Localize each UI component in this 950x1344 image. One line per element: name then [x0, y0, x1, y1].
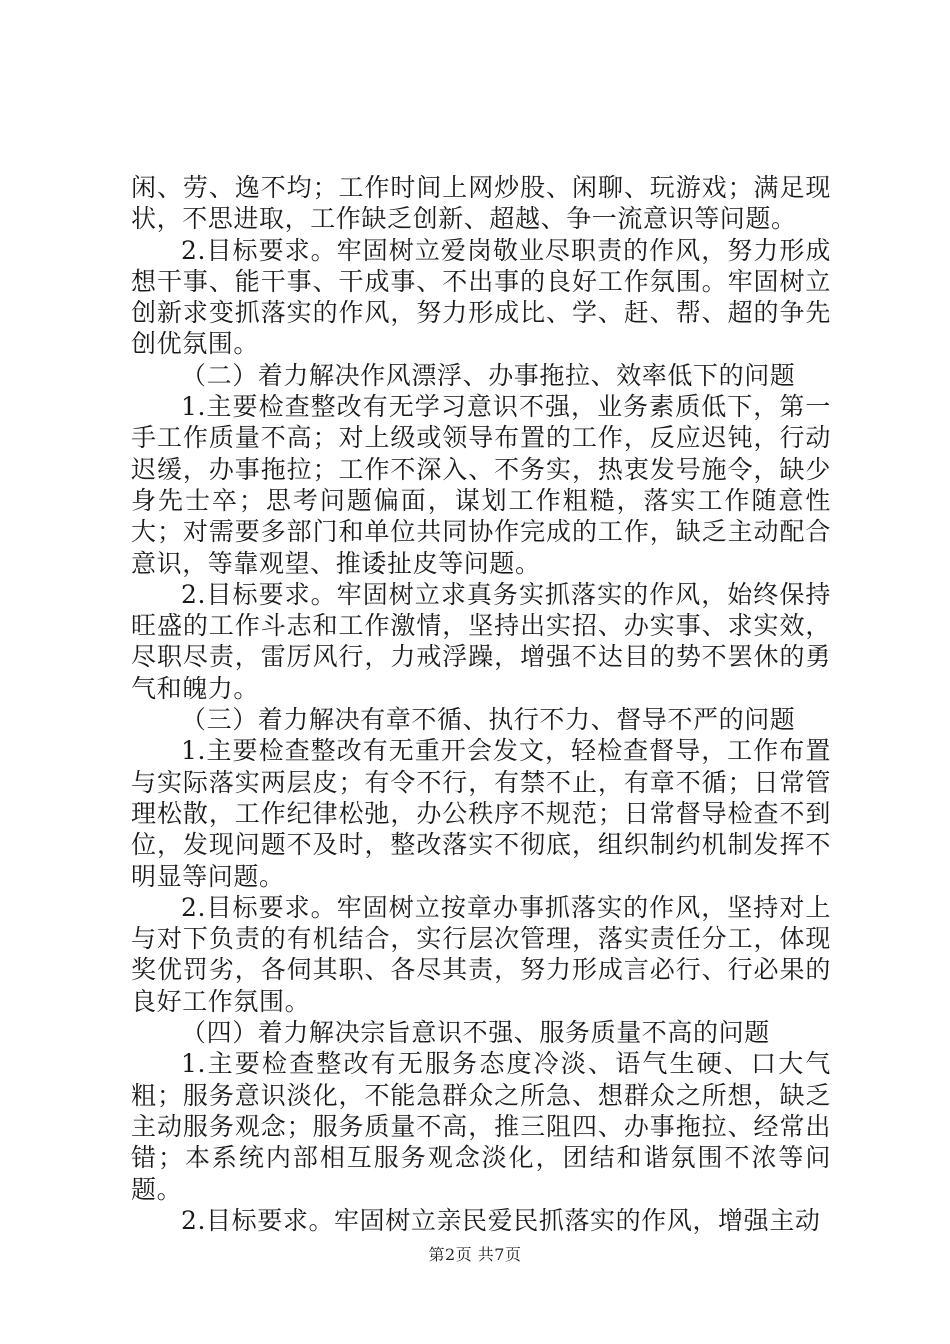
- paragraph-5: 2.目标要求。牢固树立求真务实抓落实的作风，始终保持旺盛的工作斗志和工作激情，坚持出实招、办实事、求实效，尽职尽责，雷厉风行，力戒浮躁，增强不达目的势不罢休的勇气和魄力。: [131, 579, 831, 703]
- paragraph-1: 闲、劳、逸不均；工作时间上网炒股、闲聊、玩游戏；满足现状，不思进取，工作缺乏创新、超越、争一流意识等问题。: [131, 173, 831, 234]
- section-heading-4: （四）着力解决宗旨意识不强、服务质量不高的问题: [181, 1018, 770, 1048]
- paragraph-10: 1.主要检查整改有无服务态度冷淡、语气生硬、口大气粗；服务意识淡化，不能急群众之所急、想群众之所想，缺乏主动服务观念；服务质量不高，推三阻四、办事拖拉、经常出错；本系统内部相互服务观念淡化，团结和谐氛围不浓等问题。: [131, 1049, 831, 1204]
- paragraph-7: 1.主要检查整改有无重开会发文，轻检查督导，工作布置与实际落实两层皮；有令不行，有禁不止，有章不循；日常管理松散，工作纪律松弛，办公秩序不规范；日常督导检查不到位，发现问题不及时，整改落实不彻底，组织制约机制发挥不明显等问题。: [131, 736, 831, 891]
- paragraph-4: 1.主要检查整改有无学习意识不强，业务素质低下，第一手工作质量不高；对上级或领导布置的工作，反应迟钝，行动迟缓，办事拖拉；工作不深入、不务实，热衷发号施令，缺少身先士卒；思考问题偏面，谋划工作粗糙，落实工作随意性大；对需要多部门和单位共同协作完成的工作，缺乏主动配合意识，等靠观望、推诿扯皮等问题。: [131, 392, 831, 578]
- document-body: [131, 172, 831, 1236]
- paragraph-2: 2.目标要求。牢固树立爱岗敬业尽职责的作风，努力形成想干事、能干事、干成事、不出事的良好工作氛围。牢固树立创新求变抓落实的作风，努力形成比、学、赶、帮、超的争先创优氛围。: [131, 235, 831, 359]
- section-heading-2: （二）着力解决作风漂浮、办事拖拉、效率低下的问题: [181, 360, 796, 390]
- section-heading-3: （三）着力解决有章不循、执行不力、督导不严的问题: [181, 705, 796, 735]
- page-number-footer: 第2页 共7页: [428, 1245, 522, 1264]
- paragraph-11: 2.目标要求。牢固树立亲民爱民抓落实的作风，增强主动: [181, 1205, 821, 1235]
- paragraph-8: 2.目标要求。牢固树立按章办事抓落实的作风，坚持对上与对下负责的有机结合，实行层次管理，落实责任分工，体现奖优罚劣，各伺其职、各尽其责，努力形成言必行、行必果的良好工作氛围。: [131, 892, 831, 1016]
